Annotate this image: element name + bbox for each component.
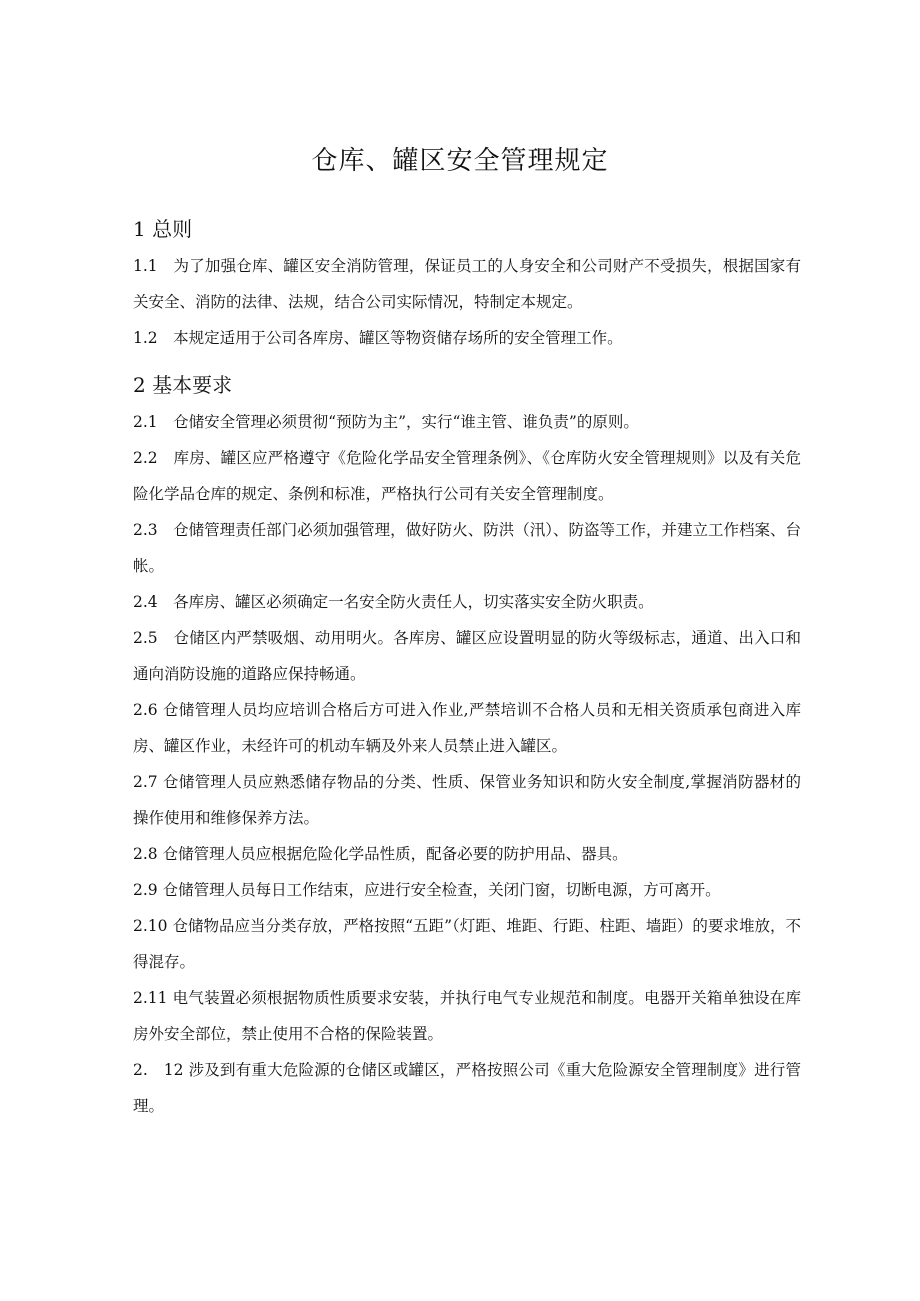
clause-2-5: 2.5 仓储区内严禁吸烟、动用明火。各库房、罐区应设置明显的防火等级标志，通道、出入口和通向消防设施的道路应保持畅通。 — [133, 629, 801, 683]
clause-2-10: 2.10 仓储物品应当分类存放，严格按照“五距”（灯距、堆距、行距、柱距、墙距）的要求堆放，不得混存。 — [133, 917, 801, 971]
clause-2-8: 2.8 仓储管理人员应根据危险化学品性质，配备必要的防护用品、器具。 — [133, 845, 628, 863]
clause-1-1: 1.1 为了加强仓库、罐区安全消防管理，保证员工的人身安全和公司财产不受损失，根据国家有关安全、消防的法律、法规，结合公司实际情况，特制定本规定。 — [133, 257, 801, 311]
clause-2-7: 2.7 仓储管理人员应熟悉储存物品的分类、性质、保管业务知识和防火安全制度,掌握消防器材的操作使用和维修保养方法。 — [133, 773, 801, 827]
document-title: 仓库、罐区安全管理规定 — [311, 146, 609, 176]
clause-2-12: 2. 12 涉及到有重大危险源的仓储区或罐区，严格按照公司《重大危险源安全管理制度》进行管理。 — [133, 1061, 801, 1115]
clause-2-4: 2.4 各库房、罐区必须确定一名安全防火责任人，切实落实安全防火职责。 — [133, 593, 654, 611]
section-heading-general: 1 总则 — [133, 217, 193, 241]
clause-2-3: 2.3 仓储管理责任部门必须加强管理，做好防火、防洪（汛）、防盗等工作，并建立工作档案、台帐。 — [133, 521, 801, 575]
clause-2-9: 2.9 仓储管理人员每日工作结束，应进行安全检查，关闭门窗，切断电源，方可离开。 — [133, 881, 721, 899]
clause-2-2: 2.2 库房、罐区应严格遵守《危险化学品安全管理条例》、《仓库防火安全管理规则》以及有关危险化学品仓库的规定、条例和标准，严格执行公司有关安全管理制度。 — [133, 449, 801, 503]
clause-1-2: 1.2 本规定适用于公司各库房、罐区等物资储存场所的安全管理工作。 — [133, 329, 623, 347]
document-body — [133, 214, 801, 1124]
section-heading-basic-requirements: 2 基本要求 — [133, 373, 233, 397]
clause-2-6: 2.6 仓储管理人员均应培训合格后方可进入作业,严禁培训不合格人员和无相关资质承包商进入库房、罐区作业，未经许可的机动车辆及外来人员禁止进入罐区。 — [133, 701, 801, 755]
clause-2-11: 2.11 电气装置必须根据物质性质要求安装，并执行电气专业规范和制度。电器开关箱单独设在库房外安全部位，禁止使用不合格的保险装置。 — [133, 989, 801, 1043]
clause-2-1: 2.1 仓储安全管理必须贯彻“预防为主”，实行“谁主管、谁负责”的原则。 — [133, 413, 639, 431]
